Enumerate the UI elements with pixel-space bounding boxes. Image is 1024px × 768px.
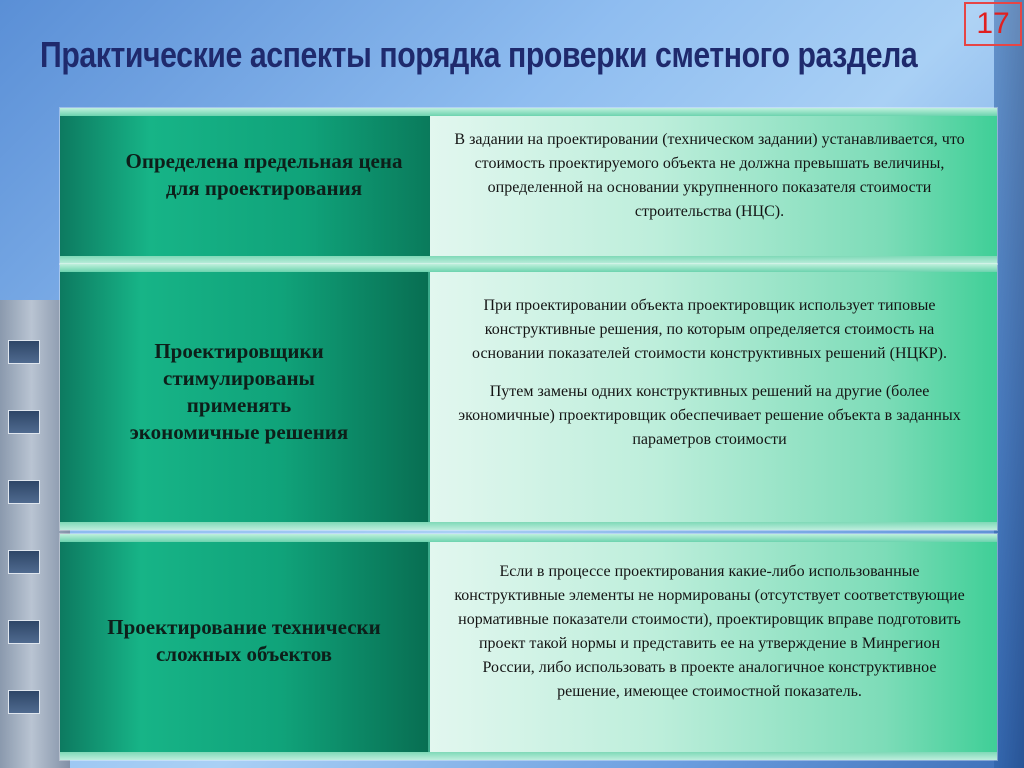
info-row-2 [60, 264, 997, 530]
row-paragraph: Если в процессе проектирования какие-либо использованные конструктивные элементы не нормированы (отсутствует соответствующие нормативные показатели стоимости), проектировщик вправе подготовить проект такой нормы и представить ее на утверждение в Минрегион России, либо использовать в проекте аналогичное конструктивное решение, имеющее стоимостной показатель. [454, 563, 965, 700]
row-description [430, 116, 997, 256]
building-window [8, 480, 40, 504]
building-window [8, 550, 40, 574]
row-top-strip [60, 108, 997, 116]
row-paragraph: Путем замены одних конструктивных решений на другие (более экономичные) проектировщик обеспечивает решение объекта в заданных параметров стоимости [458, 383, 961, 448]
info-row-3 [60, 534, 997, 760]
row-heading: Определена предельная цена для проектирования [125, 149, 403, 200]
row-heading-box [60, 116, 468, 256]
row-bottom-strip [60, 752, 997, 760]
building-window [8, 410, 40, 434]
slide-number: 17 [964, 2, 1022, 46]
slide-title: Практические аспекты порядка проверки сметного раздела [40, 34, 918, 75]
row-description [430, 272, 997, 522]
building-window [8, 620, 40, 644]
row-top-strip [60, 264, 997, 272]
building-window [8, 340, 40, 364]
row-heading: Проектирование технически сложных объектов [107, 615, 381, 666]
row-paragraph: При проектировании объекта проектировщик использует типовые конструктивные решения, по которым определяется стоимость на основании показателей стоимости конструктивных решений (НЦКР). [472, 297, 947, 362]
background-building-right [994, 0, 1024, 768]
row-heading-box [60, 272, 428, 522]
row-heading-box [60, 542, 428, 752]
building-window [8, 690, 40, 714]
row-top-strip [60, 534, 997, 542]
row-paragraph: В задании на проектировании (техническом задании) устанавливается, что стоимость проектируемого объекта не должна превышать величины, определенной на основании укрупненного показателя стоимости строительства (НЦС). [454, 131, 965, 220]
row-description [430, 542, 997, 752]
info-row-1 [60, 108, 997, 264]
row-bottom-strip [60, 256, 997, 264]
row-heading: Проектировщики стимулированы применять экономичные решения [129, 339, 349, 444]
row-bottom-strip [60, 522, 997, 530]
